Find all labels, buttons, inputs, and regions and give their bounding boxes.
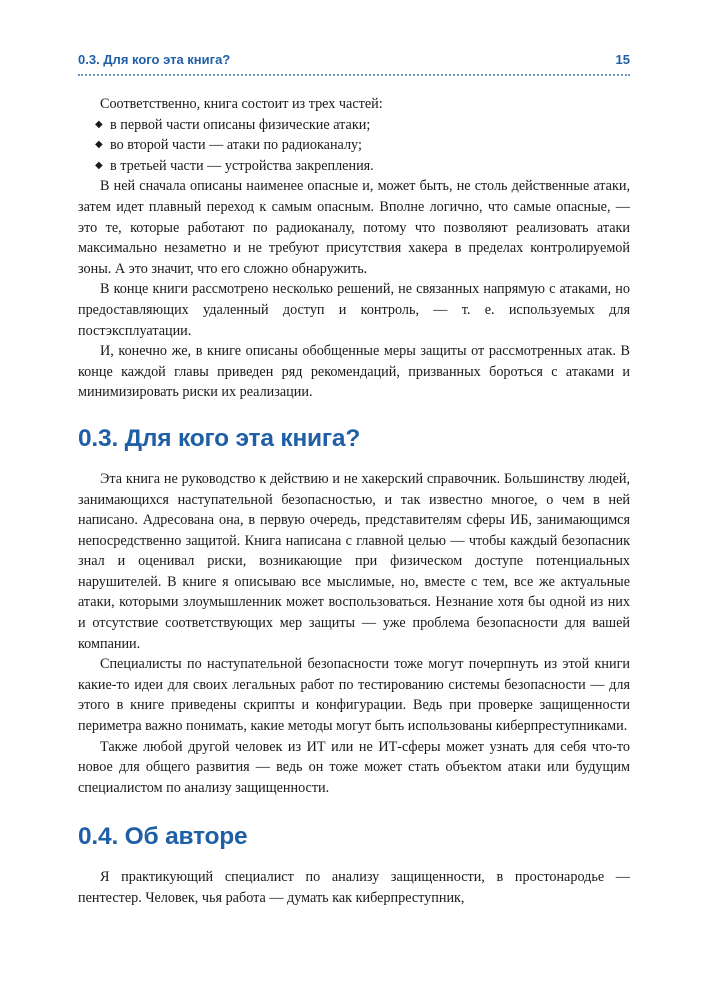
body-paragraph: В ней сначала описаны наименее опасные и, может быть, не столь действенные атаки, затем идет плавный переход к самым опасным. Вполне логично, что самые опасные, — это те, которые работают по радиоканалу, потому что позволяют реализовать атаки максимально незаметно и не требуют присутствия хакера в пределах контролируемой зоны. А это значит, что его сложно обнаружить. [78,178,630,277]
body-paragraph: В конце книги рассмотрено несколько решений, не связанных напрямую с атаками, но предоставляющих удаленный доступ и контроль, — т. е. используемых для постэксплуатации. [78,281,630,339]
body-paragraph: Также любой другой человек из ИТ или не ИТ-сферы может узнать для себя что-то новое для общего развития — ведь он тоже может стать объектом атаки или будущим специалистом по анализу защищенности. [78,738,630,796]
body-paragraph: Специалисты по наступательной безопасности тоже могут почерпнуть из этой книги какие-то идеи для своих легальных работ по тестированию системы безопасности — для этого в книге приведены скрипты и конфигурации. Ведь при проверке защищенности периметра важно понимать, какие методы могут быть использованы киберпреступниками. [78,656,630,735]
header-dotted-rule [78,74,630,76]
page-body [78,94,630,909]
list-item-text: в третьей части — устройства закрепления. [110,157,374,174]
page-number: 15 [615,52,630,67]
list-item-text: во второй части — атаки по радиоканалу; [110,137,362,154]
intro-paragraph: Соответственно, книга состоит из трех частей: [100,96,383,112]
section-heading-0-4: 0.4. Об авторе [78,823,248,851]
list-item [78,156,630,177]
list-item [78,115,630,136]
running-title: 0.3. Для кого эта книга? [78,52,231,67]
parts-list [78,115,630,177]
section-heading-0-3: 0.3. Для кого эта книга? [78,424,361,452]
diamond-bullet-icon: ◆ [95,159,103,171]
list-item-text: в первой части описаны физические атаки; [110,116,371,133]
body-paragraph: Эта книга не руководство к действию и не хакерский справочник. Большинству людей, занимающихся наступательной безопасностью, и так известно многое, о чем в ней написано. Адресована она, в первую очередь, представителям сферы ИБ, занимающимся непосредственно защитой. Книга написана с главной целью — чтобы каждый безопасник знал и оценивал риски, возникающие при физическом доступе потенциальных нарушителей. В книге я описываю все мыслимые, но, вместе с тем, все же актуальные атаки, которыми злоумышленник может воспользоваться. Незнание хотя бы одной из них и отсутствие соответствующих мер защиты — уже проблема безопасности для вашей компании. [78,470,630,652]
diamond-bullet-icon: ◆ [95,139,103,151]
list-item [78,135,630,156]
diamond-bullet-icon: ◆ [95,118,103,130]
body-paragraph: Я практикующий специалист по анализу защищенности, в простонародье — пентестер. Человек, чья работа — думать как киберпреступник, [78,869,630,906]
body-paragraph: И, конечно же, в книге описаны обобщенные меры защиты от рассмотренных атак. В конце каждой главы приведен ряд рекомендаций, призванных бороться с атаками и минимизировать риски их реализации. [78,343,630,401]
